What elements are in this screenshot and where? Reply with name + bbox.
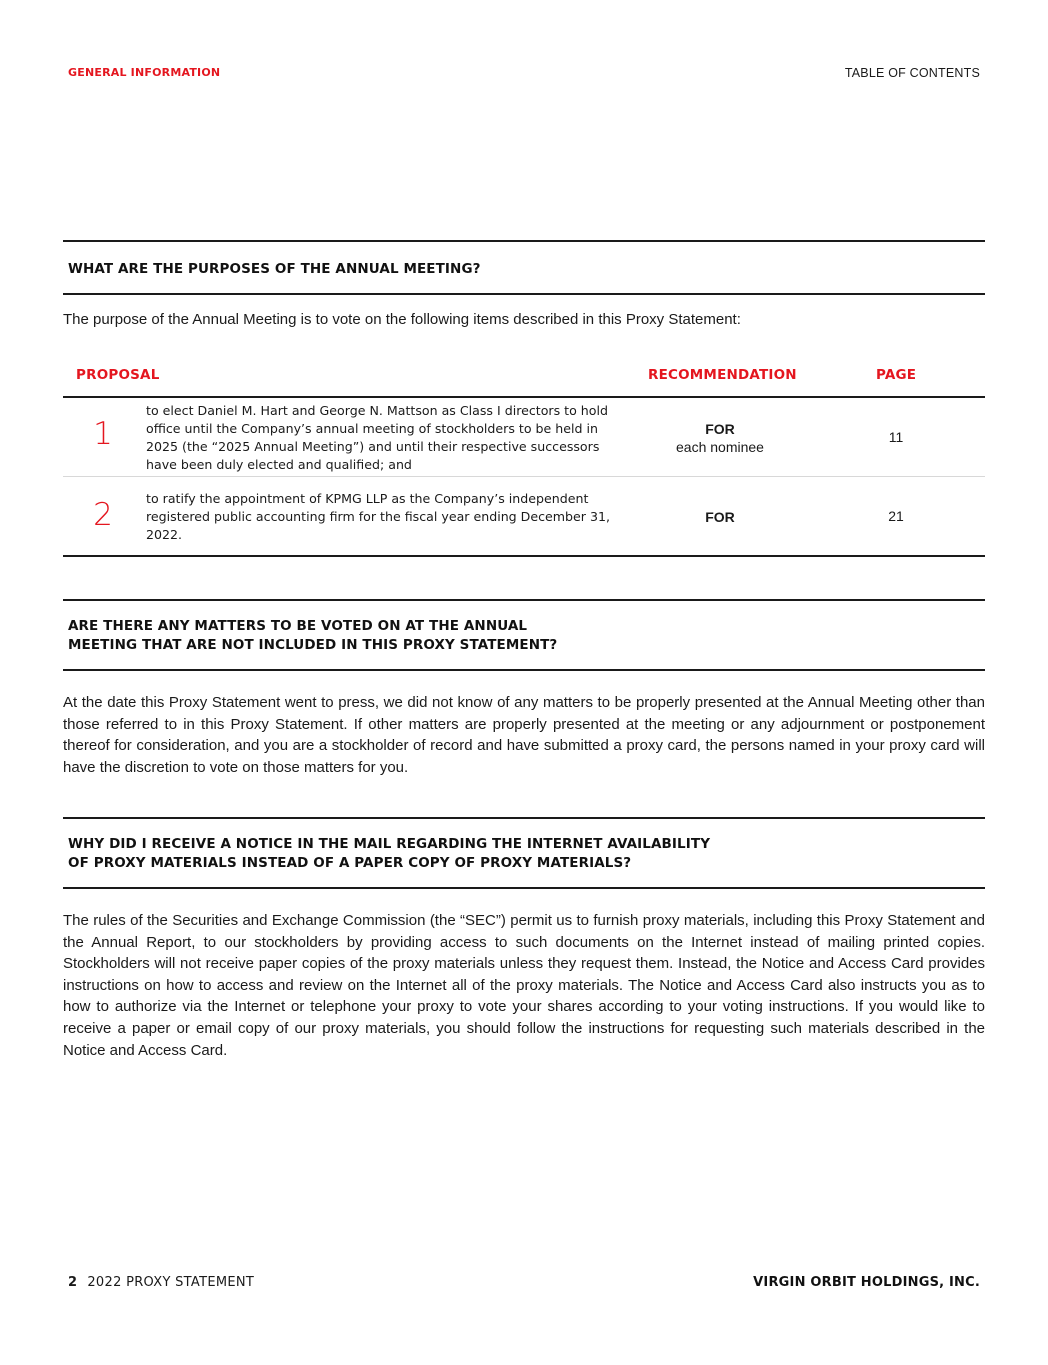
footer-left: [68, 1275, 254, 1290]
divider: [63, 293, 985, 295]
section-body-notice: The rules of the Securities and Exchange Commission (the “SEC”) permit us to furnish proxy materials, including this Proxy Statement and the Annual Report, to our stockholders by providing access to such documents on the Internet instead of mailing printed copies. Stockholders will not receive paper copies of the proxy materials unless they request them. Instead, the Notice and Access Card provides instructions on how to access and review on the Internet all of the proxy materials. The Notice and Access Card also instructs you as to how to authorize via the Internet or telephone your proxy to vote your shares according to your voting instructions. If you would like to receive a paper or email copy of our proxy materials, you should follow the instructions for requesting such materials described in the Notice and Access Card.: [63, 912, 985, 1059]
proposal-number: 2: [93, 497, 113, 533]
section-header: GENERAL INFORMATION: [68, 66, 221, 79]
proposal-description: to elect Daniel M. Hart and George N. Mattson as Class I directors to hold office until the Company’s annual meeting of stockholders to be held in 2025 (the “2025 Annual Meeting”) and until their respective successors have been duly elected and qualified; and: [146, 403, 608, 472]
section-title-notice: [68, 835, 710, 873]
title-line: OF PROXY MATERIALS INSTEAD OF A PAPER COPY OF PROXY MATERIALS?: [68, 855, 632, 871]
document-title: 2022 PROXY STATEMENT: [87, 1275, 255, 1290]
table-of-contents-link[interactable]: TABLE OF CONTENTS: [844, 66, 980, 80]
proposal-page: 21: [888, 508, 904, 524]
column-header-proposal: PROPOSAL: [76, 367, 160, 383]
company-name: VIRGIN ORBIT HOLDINGS, INC.: [753, 1275, 980, 1290]
divider: [63, 240, 985, 242]
table-bottom-divider: [63, 555, 985, 557]
section-title-purposes: WHAT ARE THE PURPOSES OF THE ANNUAL MEETING?: [68, 261, 481, 277]
section-intro: The purpose of the Annual Meeting is to vote on the following items described in this Proxy Statement:: [63, 311, 741, 328]
proposal-description: to ratify the appointment of KPMG LLP as the Company’s independent registered public accounting firm for the fiscal year ending December 31, 2022.: [146, 491, 611, 542]
row-divider: [63, 476, 985, 477]
column-header-recommendation: RECOMMENDATION: [648, 367, 797, 383]
section-title-other-matters: [68, 617, 557, 655]
title-line: MEETING THAT ARE NOT INCLUDED IN THIS PROXY STATEMENT?: [68, 637, 558, 653]
proposal-page: 11: [888, 429, 904, 445]
page-number: 2: [68, 1275, 78, 1290]
table-header-divider: [63, 396, 985, 398]
proposal-number: 1: [93, 416, 113, 452]
divider: [63, 669, 985, 671]
proposal-recommendation: [640, 508, 800, 526]
title-line: ARE THERE ANY MATTERS TO BE VOTED ON AT THE ANNUAL: [68, 618, 528, 634]
column-header-page: PAGE: [876, 367, 917, 383]
recommendation-vote: FOR: [705, 421, 735, 437]
section-body-other-matters: At the date this Proxy Statement went to press, we did not know of any matters to be properly presented at the Annual Meeting other than those referred to in this Proxy Statement. If other matters are properly presented at the meeting or any adjournment or postponement thereof for consideration, and you are a stockholder of record and have submitted a proxy card, the persons named in your proxy card will have the discretion to vote on those matters for you.: [63, 694, 985, 776]
divider: [63, 817, 985, 819]
divider: [63, 887, 985, 889]
recommendation-note: each nominee: [676, 439, 764, 455]
title-line: WHY DID I RECEIVE A NOTICE IN THE MAIL REGARDING THE INTERNET AVAILABILITY: [68, 836, 711, 852]
recommendation-vote: FOR: [705, 509, 735, 525]
proposal-recommendation: [640, 420, 800, 456]
divider: [63, 599, 985, 601]
